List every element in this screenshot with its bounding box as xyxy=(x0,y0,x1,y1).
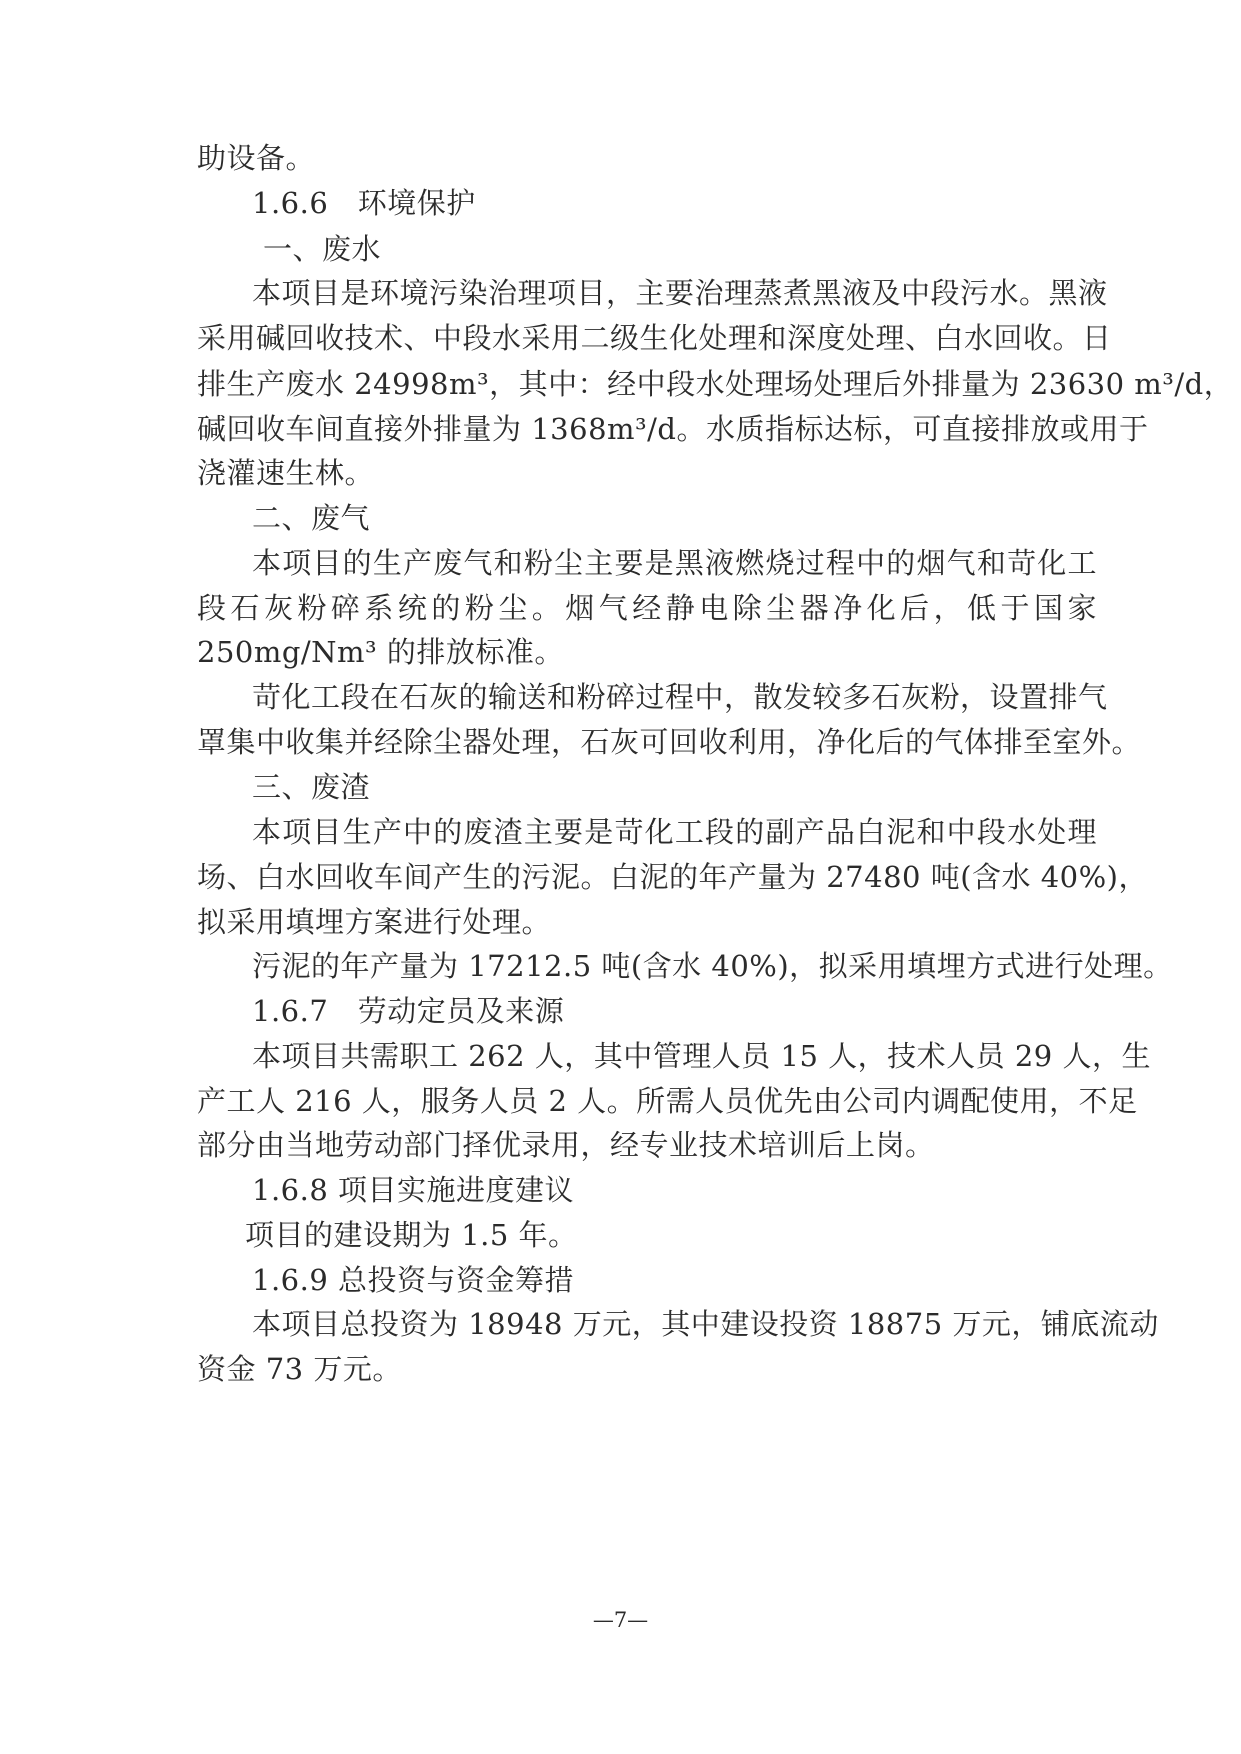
paragraph-line: 250mg/Nm³ 的排放标准。 xyxy=(197,635,564,669)
paragraph-line: 本项目是环境污染治理项目，主要治理蒸煮黑液及中段污水。黑液 xyxy=(252,276,1108,310)
paragraph-line: 场、白水回收车间产生的污泥。白泥的年产量为 27480 吨(含水 40%)， xyxy=(197,860,1148,894)
paragraph-line: 产工人 216 人，服务人员 2 人。所需人员优先由公司内调配使用，不足 xyxy=(197,1084,1138,1118)
paragraph-line: 碱回收车间直接外排量为 1368m³/d。水质指标达标，可直接排放或用于 xyxy=(197,412,1149,446)
paragraph-line: 本项目共需职工 262 人，其中管理人员 15 人，技术人员 29 人，生 xyxy=(252,1039,1151,1073)
paragraph-line: 浇灌速生林。 xyxy=(197,456,375,490)
paragraph-line: 苛化工段在石灰的输送和粉碎过程中，散发较多石灰粉，设置排气 xyxy=(252,680,1108,714)
section-heading: 1.6.7 劳动定员及来源 xyxy=(252,994,565,1028)
section-heading: 1.6.8 项目实施进度建议 xyxy=(252,1173,575,1207)
paragraph-line: 资金 73 万元。 xyxy=(197,1352,402,1386)
paragraph-line: 排生产废水 24998m³，其中：经中段水处理场处理后外排量为 23630 m³/d， xyxy=(197,367,1234,401)
section-heading: 1.6.6 环境保护 xyxy=(252,186,476,220)
paragraph-line: 拟采用填埋方案进行处理。 xyxy=(197,905,552,939)
subsection-heading: 二、废气 xyxy=(252,501,371,535)
paragraph-line: 项目的建设期为 1.5 年。 xyxy=(245,1218,578,1252)
paragraph-line: 采用碱回收技术、中段水采用二级生化处理和深度处理、白水回收。日 xyxy=(197,321,1112,355)
subsection-heading: 一、废水 xyxy=(263,232,382,266)
paragraph-line: 污泥的年产量为 17212.5 吨(含水 40%)，拟采用填埋方式进行处理。 xyxy=(252,949,1173,983)
page-number: —7— xyxy=(592,1608,649,1632)
subsection-heading: 三、废渣 xyxy=(252,770,371,804)
paragraph-line: 本项目的生产废气和粉尘主要是黑液燃烧过程中的烟气和苛化工 xyxy=(252,546,1097,580)
paragraph-line: 本项目总投资为 18948 万元，其中建设投资 18875 万元，铺底流动 xyxy=(252,1307,1159,1341)
paragraph-line: 段石灰粉碎系统的粉尘。烟气经静电除尘器净化后，低于国家 xyxy=(197,591,1097,625)
paragraph-line: 本项目生产中的废渣主要是苛化工段的副产品白泥和中段水处理 xyxy=(252,815,1097,849)
section-heading: 1.6.9 总投资与资金筹措 xyxy=(252,1263,575,1297)
paragraph-line: 助设备。 xyxy=(197,141,316,175)
paragraph-line: 部分由当地劳动部门择优录用，经专业技术培训后上岗。 xyxy=(197,1128,935,1162)
paragraph-line: 罩集中收集并经除尘器处理，石灰可回收利用，净化后的气体排至室外。 xyxy=(197,725,1142,759)
